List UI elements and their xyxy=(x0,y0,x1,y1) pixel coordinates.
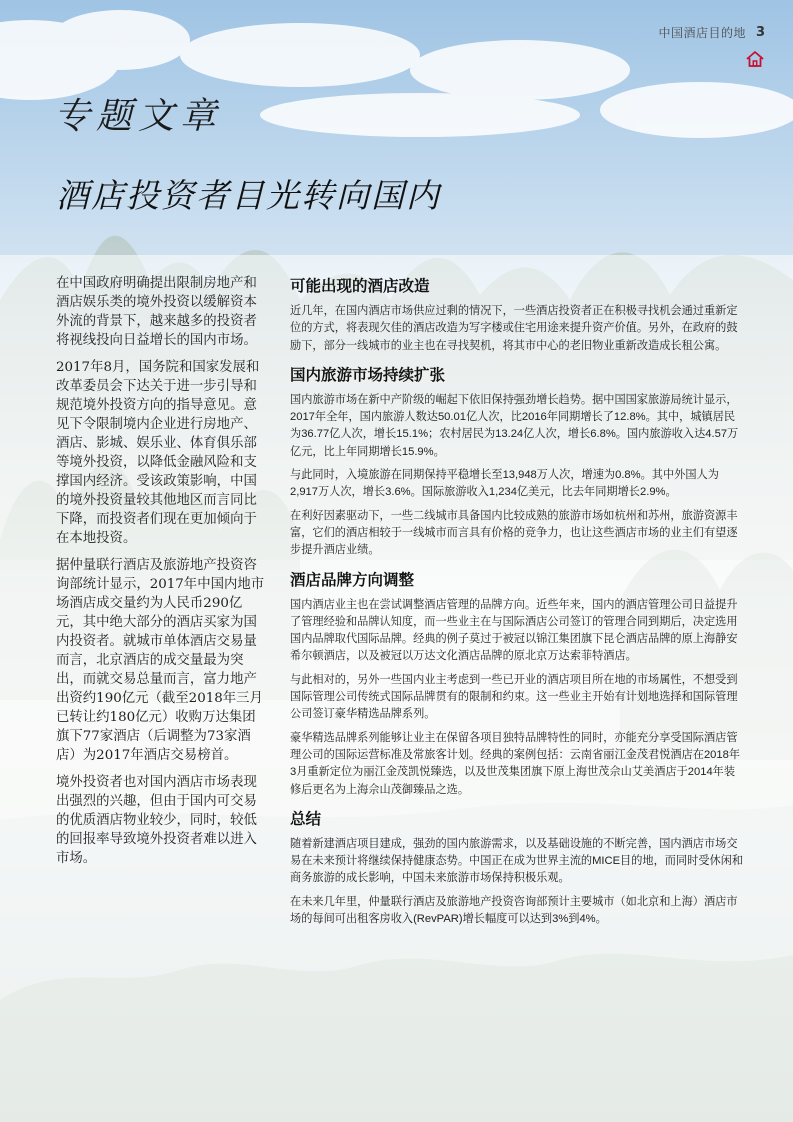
left-paragraph: 2017年8月，国务院和国家发展和改革委员会下达关于进一步引导和规范境外投资方向的指导意见。意见下令限制境内企业进行房地产、酒店、影城、娱乐业、体育俱乐部等境外投资，以降低金融风险和支撑国内经济。受该政策影响，中国的境外投资量较其他地区而言同比下降，而投资者们现在更加倾向于在本地投资。 xyxy=(56,360,260,546)
publication-title: 中国酒店目的地 xyxy=(658,26,746,40)
left-paragraph: 境外投资者也对国内酒店市场表现出强烈的兴趣，但由于国内可交易的优质酒店物业较少，同时，较低的回报率导致境外投资者难以进入市场。 xyxy=(56,775,257,866)
page-header xyxy=(658,24,765,41)
section-paragraph: 在未来几年里，仲量联行酒店及旅游地产投资咨询部预计主要城市（如北京和上海）酒店市场的每间可出租客房收入(RevPAR)增长幅度可以达到3%到4%。 xyxy=(290,895,738,926)
section-paragraph: 随着新建酒店项目建成，强劲的国内旅游需求，以及基础设施的不断完善，国内酒店市场交易在未来预计将继续保持健康态势。中国正在成为世界主流的MICE目的地，而同时受休闲和商务旅游的成长影响，中国未来旅游市场保持积极乐观。 xyxy=(290,837,744,885)
section-summary xyxy=(290,808,745,928)
section-paragraph: 与此相对的，另外一些国内业主考虑到一些已开业的酒店项目所在地的市场属性，不想受到国际管理公司传统式国际品牌贯有的限制和约束。这一些业主开始有计划地选择和国际管理公司签订豪华精选品牌系列。 xyxy=(290,673,738,721)
section-heading: 国内旅游市场持续扩张 xyxy=(290,365,446,384)
home-icon[interactable] xyxy=(745,50,765,68)
section-hotel-renovation xyxy=(290,275,745,355)
section-domestic-tourism xyxy=(290,364,745,560)
page-number: 3 xyxy=(755,25,765,40)
section-heading: 酒店品牌方向调整 xyxy=(290,570,415,589)
section-paragraph: 国内酒店业主也在尝试调整酒店管理的品牌方向。近些年来，国内的酒店管理公司日益提升了管理经验和品牌认知度，而一些业主在与国际酒店公司签订的管理合同到期后，决定选用国内品牌取代国际品牌。经典的例子莫过于被冠以锦江集团旗下昆仑酒店品牌的原上海静安希尔顿酒店，以及被冠以万达文化酒店品牌的原北京万达索菲特酒店。 xyxy=(290,598,738,663)
article-headline: 酒店投资者目光转向国内 xyxy=(56,176,441,215)
section-paragraph: 豪华精选品牌系列能够让业主在保留各项目独特品牌特性的同时，亦能充分享受国际酒店管理公司的国际运营标准及常旅客计划。经典的案例包括：云南省丽江金茂君悦酒店在2018年3月重新定位为丽江金茂凯悦臻选，以及世茂集团旗下原上海世茂佘山艾美酒店于2014年装修后更名为上海佘山茂御臻品之选。 xyxy=(290,731,741,796)
section-paragraph: 在利好因素驱动下，一些二线城市具备国内比较成熟的旅游市场如杭州和苏州，旅游资源丰富，它们的酒店相较于一线城市而言具有价格的竞争力，也让这些酒店市场的业主们有望逐步提升酒店业绩。 xyxy=(290,509,738,557)
section-paragraph: 与此同时，入境旅游在同期保持平稳增长至13,948万人次，增速为0.8%。其中外国人为2,917万人次，增长3.6%。国际旅游收入1,234亿美元，比去年同期增长2.9%。 xyxy=(290,469,719,499)
right-column xyxy=(290,275,745,937)
left-column xyxy=(56,274,268,876)
section-paragraph: 近几年，在国内酒店市场供应过剩的情况下，一些酒店投资者正在积极寻找机会通过重新定位的方式，将表现欠佳的酒店改造为写字楼或住宅用途来提升资产价值。另外，在政府的鼓励下，部分一线城市的业主也在寻找契机，将其市中心的老旧物业重新改造成长租公寓。 xyxy=(290,305,738,352)
column-tag: 专题文章 xyxy=(54,96,223,137)
left-paragraph: 据仲量联行酒店及旅游地产投资咨询部统计显示，2017年中国内地市场酒店成交量约为人民币290亿元，其中绝大部分的酒店买家为国内投资者。就城市单体酒店交易量而言，北京酒店的成交量最为突出，而就交易总量而言，富力地产出资约190亿元（截至2018年三月已转让约180亿元）收购万达集团旗下77家酒店（后调整为73家酒店）为2017年酒店交易榜首。 xyxy=(56,558,265,763)
section-paragraph: 国内旅游市场在新中产阶级的崛起下依旧保持强劲增长趋势。据中国国家旅游局统计显示，2017年全年，国内旅游人数达50.01亿人次，比2016年同期增长了12.8%。其中，城镇居民为36.77亿人次，增长15.1%；农村居民为13.24亿人次，增长6.8%。国内旅游收入达4.57万亿元，比上年同期增长15.9%。 xyxy=(290,393,739,458)
section-heading: 可能出现的酒店改造 xyxy=(290,277,430,295)
section-heading: 总结 xyxy=(290,809,322,828)
section-brand-adjustment xyxy=(290,569,745,799)
left-paragraph: 在中国政府明确提出限制房地产和酒店娱乐类的境外投资以缓解资本外流的背景下，越来越多的投资者将视线投向日益增长的国内市场。 xyxy=(56,276,257,348)
